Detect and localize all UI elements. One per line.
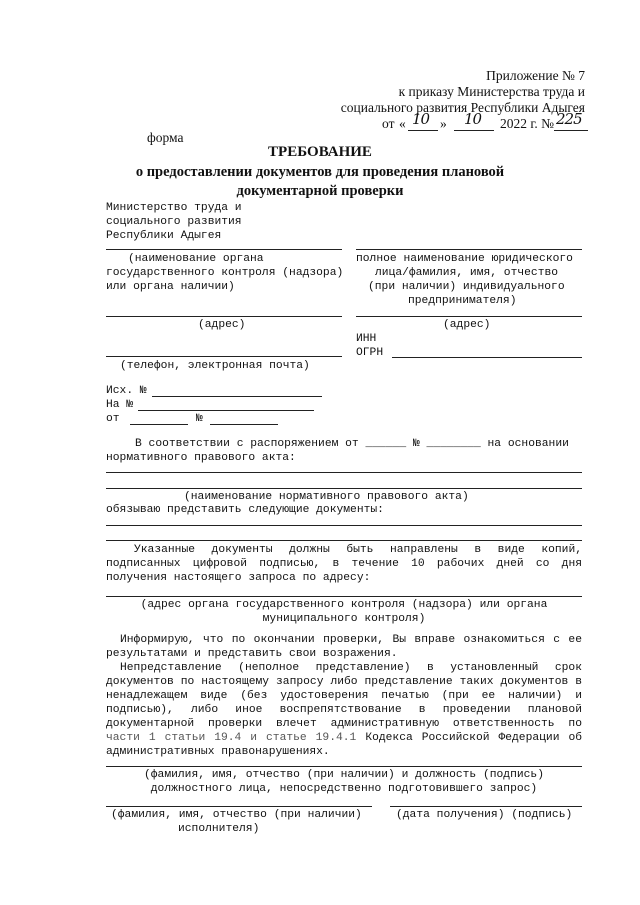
- left-address-caption: (адрес): [198, 319, 246, 331]
- right-caption-line1: полное наименование юридического: [356, 253, 573, 265]
- from-num-label: №: [196, 413, 203, 425]
- year-text: 2022 г. №: [500, 116, 555, 131]
- incoming-ref-line: [138, 410, 314, 411]
- ogrn-line: [392, 357, 582, 358]
- appendix-line3: социального развития Республики Адыгея: [340, 100, 585, 115]
- documents-line2: [106, 540, 582, 541]
- address-caption-line1: (адрес органа государственного контроля (надзора) или органа: [140, 599, 548, 611]
- signatory-caption-line2: должностного лица, непосредственно подготовившего запрос): [150, 783, 538, 795]
- authority-line2: социального развития: [106, 216, 242, 228]
- right-address-line: [356, 316, 582, 317]
- quote-open: «: [399, 116, 406, 131]
- right-caption-line4: предпринимателя): [408, 295, 517, 307]
- from-num-line: [210, 424, 278, 425]
- signatory-caption-line1: (фамилия, имя, отчество (при наличии) и должность (подпись): [144, 769, 544, 781]
- from-date-line: [130, 424, 188, 425]
- authority-line1: Министерство труда и: [106, 202, 242, 214]
- authority-name-line: [106, 249, 342, 250]
- executor-line: [106, 806, 372, 807]
- month-value: 10: [464, 110, 482, 128]
- right-caption-line3: (при наличии) индивидуального: [368, 281, 565, 293]
- executor-caption-line2: исполнителя): [178, 823, 260, 835]
- left-caption-line2: государственного контроля (надзора): [106, 267, 344, 279]
- send-paragraph: Указанные документы должны быть направлены в виде копий, подписанных цифровой подписью, в течение 10 рабочих дней со дня получения настоящего запроса по адресу:: [106, 544, 582, 584]
- company-name-line: [356, 249, 582, 250]
- subtitle-line2: документарной проверки: [236, 183, 404, 199]
- executor-caption-line1: (фамилия, имя, отчество (при наличии): [111, 809, 362, 821]
- act-caption: (наименование нормативного правового акта): [184, 491, 469, 503]
- authority-line3: Республики Адыгея: [106, 230, 222, 242]
- left-caption-line3: или органа наличии): [106, 281, 235, 293]
- inform-paragraph: Информирую, что по окончании проверки, Вы вправе ознакомиться с ее результатами и представить свои возражения.: [106, 634, 582, 660]
- act-line2: [106, 488, 582, 489]
- signatory-line: [106, 766, 582, 767]
- failure-text-end: Кодекса Российской Федерации об административных правонарушениях.: [106, 732, 582, 758]
- number-value: 225: [556, 110, 582, 128]
- right-address-caption: (адрес): [443, 319, 491, 331]
- left-caption-line1: (наименование органа: [128, 253, 264, 265]
- incoming-ref-label: На №: [106, 399, 134, 411]
- page-title: ТРЕБОВАНИЕ: [268, 144, 372, 160]
- order-line: В соответствии с распоряжением от ______ № ________ на основании: [135, 438, 569, 450]
- documents-line1: [106, 525, 582, 526]
- appendix-line1: Приложение № 7: [486, 68, 585, 83]
- quote-close: »: [440, 116, 447, 131]
- failure-paragraph: [106, 661, 582, 759]
- received-line: [390, 806, 582, 807]
- act-line1: [106, 472, 582, 473]
- appendix-line2: к приказу Министерства труда и: [398, 84, 585, 99]
- left-address-line: [106, 316, 342, 317]
- outgoing-ref-line: [152, 396, 322, 397]
- from-label: от: [106, 413, 120, 425]
- inn-label: ИНН: [356, 333, 377, 345]
- right-caption-line2: лица/фамилия, имя, отчество: [375, 267, 559, 279]
- date-prefix: от: [382, 116, 395, 131]
- order-line2: нормативного правового акта:: [106, 452, 296, 464]
- received-caption: (дата получения) (подпись): [396, 809, 573, 821]
- failure-text: Непредставление (неполное представление) в установленный срок документов по настоящему запросу либо представление таких документов в ненадлежащем виде (без удостоверения печатью (при ее наличии) и подписью), либо иное воспрепятствование в проведении плановой документарной проверки влечет административную ответственность по: [106, 662, 582, 730]
- number-underline: [554, 130, 588, 131]
- month-underline: [454, 130, 494, 131]
- day-value: 10: [412, 110, 430, 128]
- address-line: [106, 596, 582, 597]
- ogrn-label: ОГРН: [356, 347, 384, 359]
- oblige-line: обязываю представить следующие документы:: [106, 504, 384, 516]
- appendix-date-line: [382, 110, 592, 134]
- subtitle-line1: о предоставлении документов для проведения плановой: [135, 164, 505, 180]
- phone-caption: (телефон, электронная почта): [120, 360, 310, 372]
- outgoing-ref-label: Исх. №: [106, 385, 147, 397]
- forma-label: форма: [147, 130, 184, 145]
- phone-line: [106, 356, 342, 357]
- address-caption-line2: муниципального контроля): [262, 613, 426, 625]
- day-underline: [408, 130, 438, 131]
- failure-article-ref[interactable]: части 1 статьи 19.4 и статье 19.4.1: [106, 732, 357, 744]
